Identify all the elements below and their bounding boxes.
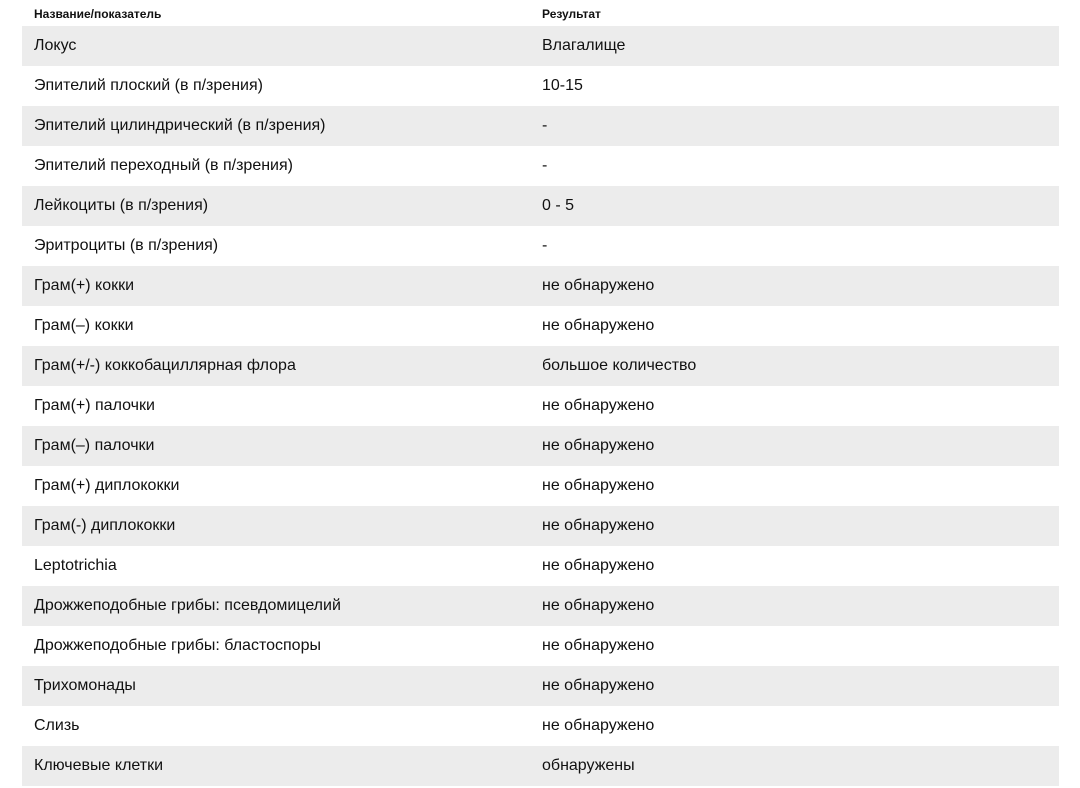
row-name: Дрожжеподобные грибы: псевдомицелий — [34, 597, 341, 614]
table-row — [22, 26, 1059, 66]
table-row — [22, 466, 1059, 506]
table-row — [22, 586, 1059, 626]
row-result: не обнаружено — [542, 277, 655, 294]
row-name: Эритроциты (в п/зрения) — [34, 237, 219, 254]
row-result: - — [542, 157, 548, 174]
row-name: Грам(-) диплококки — [34, 517, 176, 534]
row-name: Эпителий плоский (в п/зрения) — [34, 77, 263, 94]
row-name: Leptotrichia — [34, 557, 117, 574]
row-result: не обнаружено — [542, 677, 655, 694]
row-name: Грам(+/-) коккобациллярная флора — [34, 357, 296, 374]
row-result: не обнаружено — [542, 557, 655, 574]
table-row — [22, 226, 1059, 266]
row-name: Грам(–) кокки — [34, 317, 134, 334]
row-name: Дрожжеподобные грибы: бластоспоры — [34, 637, 321, 654]
table-row — [22, 346, 1059, 386]
row-result: не обнаружено — [542, 717, 655, 734]
table-row — [22, 146, 1059, 186]
table-row — [22, 746, 1059, 786]
row-name: Ключевые клетки — [34, 757, 164, 774]
row-result: не обнаружено — [542, 637, 655, 654]
row-result: не обнаружено — [542, 437, 655, 454]
lab-results-table — [22, 0, 1059, 786]
row-result: не обнаружено — [542, 397, 655, 414]
table-row — [22, 106, 1059, 146]
row-name: Трихомонады — [34, 677, 136, 694]
row-name: Слизь — [34, 717, 80, 734]
row-name: Грам(+) диплококки — [34, 477, 180, 494]
table-row — [22, 666, 1059, 706]
row-name: Эпителий переходный (в п/зрения) — [34, 157, 293, 174]
row-result: - — [542, 117, 548, 134]
table-row — [22, 506, 1059, 546]
table-row — [22, 546, 1059, 586]
row-name: Эпителий цилиндрический (в п/зрения) — [34, 117, 326, 134]
table-row — [22, 626, 1059, 666]
table-row — [22, 306, 1059, 346]
table-row — [22, 706, 1059, 746]
row-result: 10-15 — [542, 77, 583, 94]
table-row — [22, 386, 1059, 426]
row-result: не обнаружено — [542, 317, 655, 334]
row-name: Лейкоциты (в п/зрения) — [34, 197, 209, 214]
row-result: - — [542, 237, 548, 254]
row-name: Локус — [34, 37, 77, 54]
row-name: Грам(–) палочки — [34, 437, 155, 454]
row-name: Грам(+) палочки — [34, 397, 155, 414]
header-name: Название/показатель — [34, 7, 162, 21]
row-name: Грам(+) кокки — [34, 277, 135, 294]
row-result: 0 - 5 — [542, 197, 575, 214]
table-row — [22, 266, 1059, 306]
row-result: большое количество — [542, 357, 697, 374]
table-body — [22, 26, 1059, 786]
table-row — [22, 66, 1059, 106]
table-row — [22, 426, 1059, 466]
row-result: не обнаружено — [542, 477, 655, 494]
row-result: не обнаружено — [542, 597, 655, 614]
row-result: обнаружены — [542, 757, 635, 774]
table-header — [22, 0, 1059, 26]
header-result: Результат — [542, 7, 601, 21]
table-row — [22, 186, 1059, 226]
row-result: Влагалище — [542, 37, 626, 54]
row-result: не обнаружено — [542, 517, 655, 534]
